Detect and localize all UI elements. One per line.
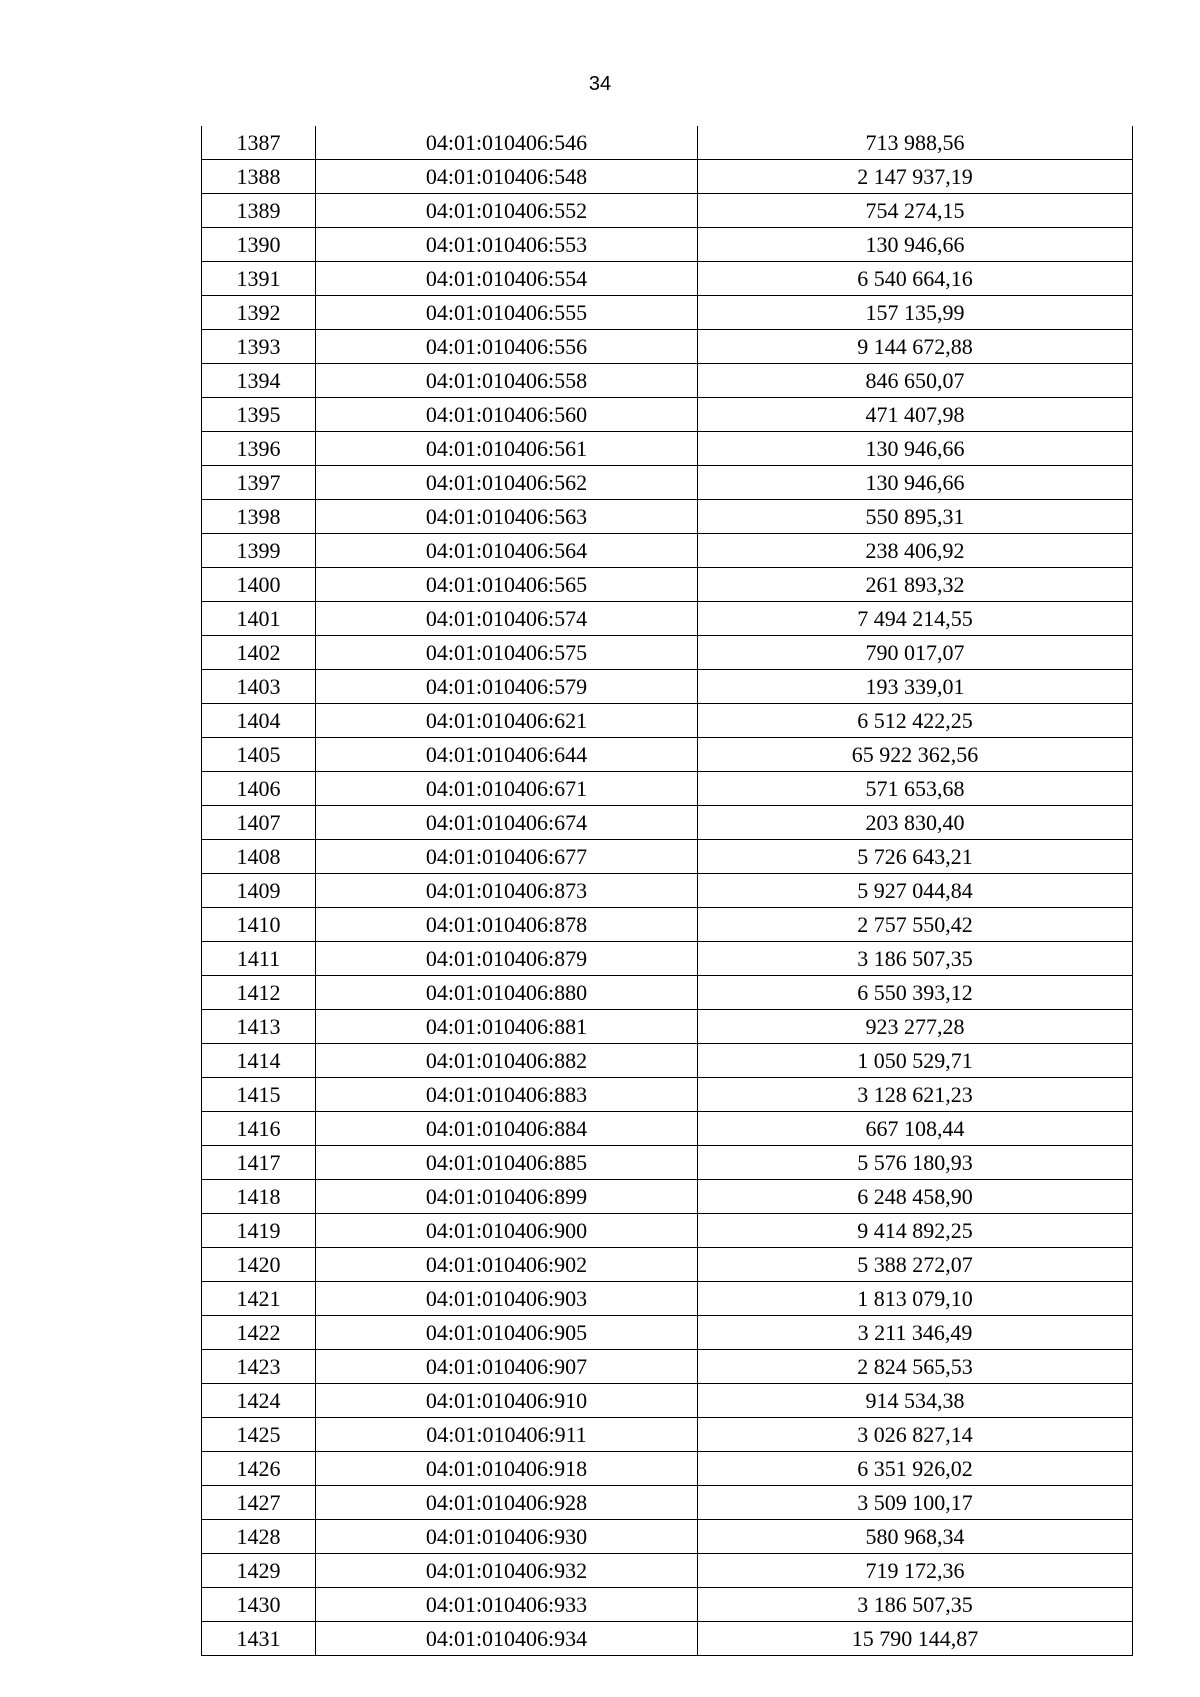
- cadastral-value-cell: 261 893,32: [698, 568, 1133, 602]
- table-row: [202, 1010, 1133, 1044]
- table-row: [202, 262, 1133, 296]
- table-row: [202, 534, 1133, 568]
- cadastral-number-cell: 04:01:010406:873: [316, 874, 698, 908]
- cadastral-value-cell: 550 895,31: [698, 500, 1133, 534]
- cadastral-number-cell: 04:01:010406:879: [316, 942, 698, 976]
- cadastral-number-cell: 04:01:010406:553: [316, 228, 698, 262]
- table-row: [202, 704, 1133, 738]
- table-row: [202, 432, 1133, 466]
- table-row: [202, 908, 1133, 942]
- table-row: [202, 1452, 1133, 1486]
- table-row: [202, 1282, 1133, 1316]
- cadastral-value-cell: 6 540 664,16: [698, 262, 1133, 296]
- table-row: [202, 1554, 1133, 1588]
- cadastral-number-cell: 04:01:010406:885: [316, 1146, 698, 1180]
- cadastral-value-cell: 3 026 827,14: [698, 1418, 1133, 1452]
- table-row: [202, 738, 1133, 772]
- cadastral-value-cell: 923 277,28: [698, 1010, 1133, 1044]
- row-number-cell: 1426: [202, 1452, 316, 1486]
- cadastral-number-cell: 04:01:010406:905: [316, 1316, 698, 1350]
- cadastral-number-cell: 04:01:010406:565: [316, 568, 698, 602]
- table-row: [202, 126, 1133, 160]
- cadastral-number-cell: 04:01:010406:903: [316, 1282, 698, 1316]
- cadastral-value-cell: 9 144 672,88: [698, 330, 1133, 364]
- cadastral-number-cell: 04:01:010406:907: [316, 1350, 698, 1384]
- cadastral-value-cell: 5 576 180,93: [698, 1146, 1133, 1180]
- cadastral-value-cell: 6 512 422,25: [698, 704, 1133, 738]
- row-number-cell: 1401: [202, 602, 316, 636]
- row-number-cell: 1389: [202, 194, 316, 228]
- cadastral-value-cell: 130 946,66: [698, 228, 1133, 262]
- cadastral-number-cell: 04:01:010406:884: [316, 1112, 698, 1146]
- cadastral-value-cell: 157 135,99: [698, 296, 1133, 330]
- page-number: 34: [588, 73, 612, 95]
- cadastral-number-cell: 04:01:010406:902: [316, 1248, 698, 1282]
- cadastral-value-cell: 1 050 529,71: [698, 1044, 1133, 1078]
- table-row: [202, 840, 1133, 874]
- row-number-cell: 1431: [202, 1622, 316, 1656]
- row-number-cell: 1428: [202, 1520, 316, 1554]
- cadastral-number-cell: 04:01:010406:899: [316, 1180, 698, 1214]
- cadastral-number-cell: 04:01:010406:575: [316, 636, 698, 670]
- cadastral-number-cell: 04:01:010406:674: [316, 806, 698, 840]
- cadastral-value-cell: 713 988,56: [698, 126, 1133, 160]
- row-number-cell: 1419: [202, 1214, 316, 1248]
- row-number-cell: 1391: [202, 262, 316, 296]
- cadastral-value-cell: 3 509 100,17: [698, 1486, 1133, 1520]
- cadastral-number-cell: 04:01:010406:677: [316, 840, 698, 874]
- table-row: [202, 1044, 1133, 1078]
- cadastral-value-cell: 130 946,66: [698, 432, 1133, 466]
- cadastral-number-cell: 04:01:010406:562: [316, 466, 698, 500]
- table-row: [202, 636, 1133, 670]
- cadastral-number-cell: 04:01:010406:928: [316, 1486, 698, 1520]
- cadastral-value-cell: 580 968,34: [698, 1520, 1133, 1554]
- row-number-cell: 1412: [202, 976, 316, 1010]
- cadastral-value-cell: 790 017,07: [698, 636, 1133, 670]
- table-row: [202, 772, 1133, 806]
- cadastral-number-cell: 04:01:010406:561: [316, 432, 698, 466]
- table-row: [202, 364, 1133, 398]
- table-row: [202, 1214, 1133, 1248]
- table-row: [202, 466, 1133, 500]
- table-row: [202, 874, 1133, 908]
- table-row: [202, 976, 1133, 1010]
- cadastral-value-cell: 471 407,98: [698, 398, 1133, 432]
- cadastral-value-cell: 6 248 458,90: [698, 1180, 1133, 1214]
- cadastral-value-cell: 1 813 079,10: [698, 1282, 1133, 1316]
- table-row: [202, 398, 1133, 432]
- row-number-cell: 1397: [202, 466, 316, 500]
- cadastral-number-cell: 04:01:010406:644: [316, 738, 698, 772]
- row-number-cell: 1406: [202, 772, 316, 806]
- cadastral-number-cell: 04:01:010406:934: [316, 1622, 698, 1656]
- row-number-cell: 1416: [202, 1112, 316, 1146]
- cadastral-value-cell: 914 534,38: [698, 1384, 1133, 1418]
- cadastral-number-cell: 04:01:010406:560: [316, 398, 698, 432]
- table-row: [202, 1180, 1133, 1214]
- cadastral-value-cell: 203 830,40: [698, 806, 1133, 840]
- cadastral-number-cell: 04:01:010406:880: [316, 976, 698, 1010]
- cadastral-value-cell: 571 653,68: [698, 772, 1133, 806]
- cadastral-value-cell: 9 414 892,25: [698, 1214, 1133, 1248]
- cadastral-number-cell: 04:01:010406:558: [316, 364, 698, 398]
- table-row: [202, 500, 1133, 534]
- cadastral-number-cell: 04:01:010406:564: [316, 534, 698, 568]
- row-number-cell: 1410: [202, 908, 316, 942]
- cadastral-number-cell: 04:01:010406:554: [316, 262, 698, 296]
- cadastral-number-cell: 04:01:010406:930: [316, 1520, 698, 1554]
- cadastral-number-cell: 04:01:010406:883: [316, 1078, 698, 1112]
- table-row: [202, 1078, 1133, 1112]
- row-number-cell: 1395: [202, 398, 316, 432]
- cadastral-number-cell: 04:01:010406:911: [316, 1418, 698, 1452]
- table-row: [202, 160, 1133, 194]
- row-number-cell: 1402: [202, 636, 316, 670]
- cadastral-number-cell: 04:01:010406:552: [316, 194, 698, 228]
- cadastral-value-cell: 193 339,01: [698, 670, 1133, 704]
- table-row: [202, 1350, 1133, 1384]
- cadastral-number-cell: 04:01:010406:918: [316, 1452, 698, 1486]
- row-number-cell: 1423: [202, 1350, 316, 1384]
- cadastral-number-cell: 04:01:010406:548: [316, 160, 698, 194]
- cadastral-value-cell: 65 922 362,56: [698, 738, 1133, 772]
- table-row: [202, 1486, 1133, 1520]
- cadastral-value-cell: 130 946,66: [698, 466, 1133, 500]
- cadastral-value-cell: 3 128 621,23: [698, 1078, 1133, 1112]
- table-row: [202, 1520, 1133, 1554]
- cadastral-number-cell: 04:01:010406:563: [316, 500, 698, 534]
- row-number-cell: 1400: [202, 568, 316, 602]
- row-number-cell: 1387: [202, 126, 316, 160]
- cadastral-value-cell: 238 406,92: [698, 534, 1133, 568]
- row-number-cell: 1411: [202, 942, 316, 976]
- cadastral-value-cell: 3 211 346,49: [698, 1316, 1133, 1350]
- cadastral-number-cell: 04:01:010406:579: [316, 670, 698, 704]
- table-row: [202, 330, 1133, 364]
- table-row: [202, 1146, 1133, 1180]
- cadastral-value-cell: 846 650,07: [698, 364, 1133, 398]
- row-number-cell: 1425: [202, 1418, 316, 1452]
- table-row: [202, 228, 1133, 262]
- table-row: [202, 602, 1133, 636]
- row-number-cell: 1394: [202, 364, 316, 398]
- row-number-cell: 1421: [202, 1282, 316, 1316]
- row-number-cell: 1404: [202, 704, 316, 738]
- cadastral-value-cell: 7 494 214,55: [698, 602, 1133, 636]
- table-row: [202, 1112, 1133, 1146]
- cadastral-value-cell: 5 927 044,84: [698, 874, 1133, 908]
- cadastral-value-cell: 2 824 565,53: [698, 1350, 1133, 1384]
- cadastral-value-cell: 6 351 926,02: [698, 1452, 1133, 1486]
- cadastral-value-cell: 719 172,36: [698, 1554, 1133, 1588]
- row-number-cell: 1422: [202, 1316, 316, 1350]
- row-number-cell: 1430: [202, 1588, 316, 1622]
- cadastral-number-cell: 04:01:010406:910: [316, 1384, 698, 1418]
- row-number-cell: 1388: [202, 160, 316, 194]
- cadastral-number-cell: 04:01:010406:881: [316, 1010, 698, 1044]
- row-number-cell: 1392: [202, 296, 316, 330]
- row-number-cell: 1420: [202, 1248, 316, 1282]
- table-row: [202, 1588, 1133, 1622]
- cadastral-value-cell: 6 550 393,12: [698, 976, 1133, 1010]
- cadastral-value-cell: 754 274,15: [698, 194, 1133, 228]
- cadastral-number-cell: 04:01:010406:546: [316, 126, 698, 160]
- cadastral-value-cell: 3 186 507,35: [698, 1588, 1133, 1622]
- table-row: [202, 1316, 1133, 1350]
- cadastral-number-cell: 04:01:010406:555: [316, 296, 698, 330]
- row-number-cell: 1414: [202, 1044, 316, 1078]
- table-row: [202, 1384, 1133, 1418]
- cadastral-value-cell: 15 790 144,87: [698, 1622, 1133, 1656]
- row-number-cell: 1424: [202, 1384, 316, 1418]
- cadastral-value-cell: 5 388 272,07: [698, 1248, 1133, 1282]
- table-row: [202, 194, 1133, 228]
- row-number-cell: 1405: [202, 738, 316, 772]
- row-number-cell: 1408: [202, 840, 316, 874]
- cadastral-value-cell: 3 186 507,35: [698, 942, 1133, 976]
- row-number-cell: 1396: [202, 432, 316, 466]
- cadastral-value-cell: 5 726 643,21: [698, 840, 1133, 874]
- row-number-cell: 1427: [202, 1486, 316, 1520]
- cadastral-number-cell: 04:01:010406:882: [316, 1044, 698, 1078]
- row-number-cell: 1407: [202, 806, 316, 840]
- table-row: [202, 1248, 1133, 1282]
- table-row: [202, 568, 1133, 602]
- row-number-cell: 1399: [202, 534, 316, 568]
- row-number-cell: 1398: [202, 500, 316, 534]
- cadastral-value-cell: 2 757 550,42: [698, 908, 1133, 942]
- table-row: [202, 670, 1133, 704]
- cadastral-value-table: [201, 126, 1133, 1656]
- table-body: [202, 126, 1133, 1656]
- table-row: [202, 296, 1133, 330]
- row-number-cell: 1418: [202, 1180, 316, 1214]
- cadastral-number-cell: 04:01:010406:933: [316, 1588, 698, 1622]
- cadastral-number-cell: 04:01:010406:556: [316, 330, 698, 364]
- row-number-cell: 1415: [202, 1078, 316, 1112]
- table-row: [202, 1622, 1133, 1656]
- table-row: [202, 942, 1133, 976]
- cadastral-number-cell: 04:01:010406:574: [316, 602, 698, 636]
- row-number-cell: 1413: [202, 1010, 316, 1044]
- row-number-cell: 1390: [202, 228, 316, 262]
- cadastral-value-cell: 667 108,44: [698, 1112, 1133, 1146]
- row-number-cell: 1429: [202, 1554, 316, 1588]
- cadastral-number-cell: 04:01:010406:878: [316, 908, 698, 942]
- cadastral-number-cell: 04:01:010406:932: [316, 1554, 698, 1588]
- row-number-cell: 1417: [202, 1146, 316, 1180]
- table-row: [202, 1418, 1133, 1452]
- row-number-cell: 1403: [202, 670, 316, 704]
- cadastral-number-cell: 04:01:010406:671: [316, 772, 698, 806]
- table-row: [202, 806, 1133, 840]
- row-number-cell: 1393: [202, 330, 316, 364]
- cadastral-number-cell: 04:01:010406:621: [316, 704, 698, 738]
- cadastral-value-cell: 2 147 937,19: [698, 160, 1133, 194]
- cadastral-number-cell: 04:01:010406:900: [316, 1214, 698, 1248]
- row-number-cell: 1409: [202, 874, 316, 908]
